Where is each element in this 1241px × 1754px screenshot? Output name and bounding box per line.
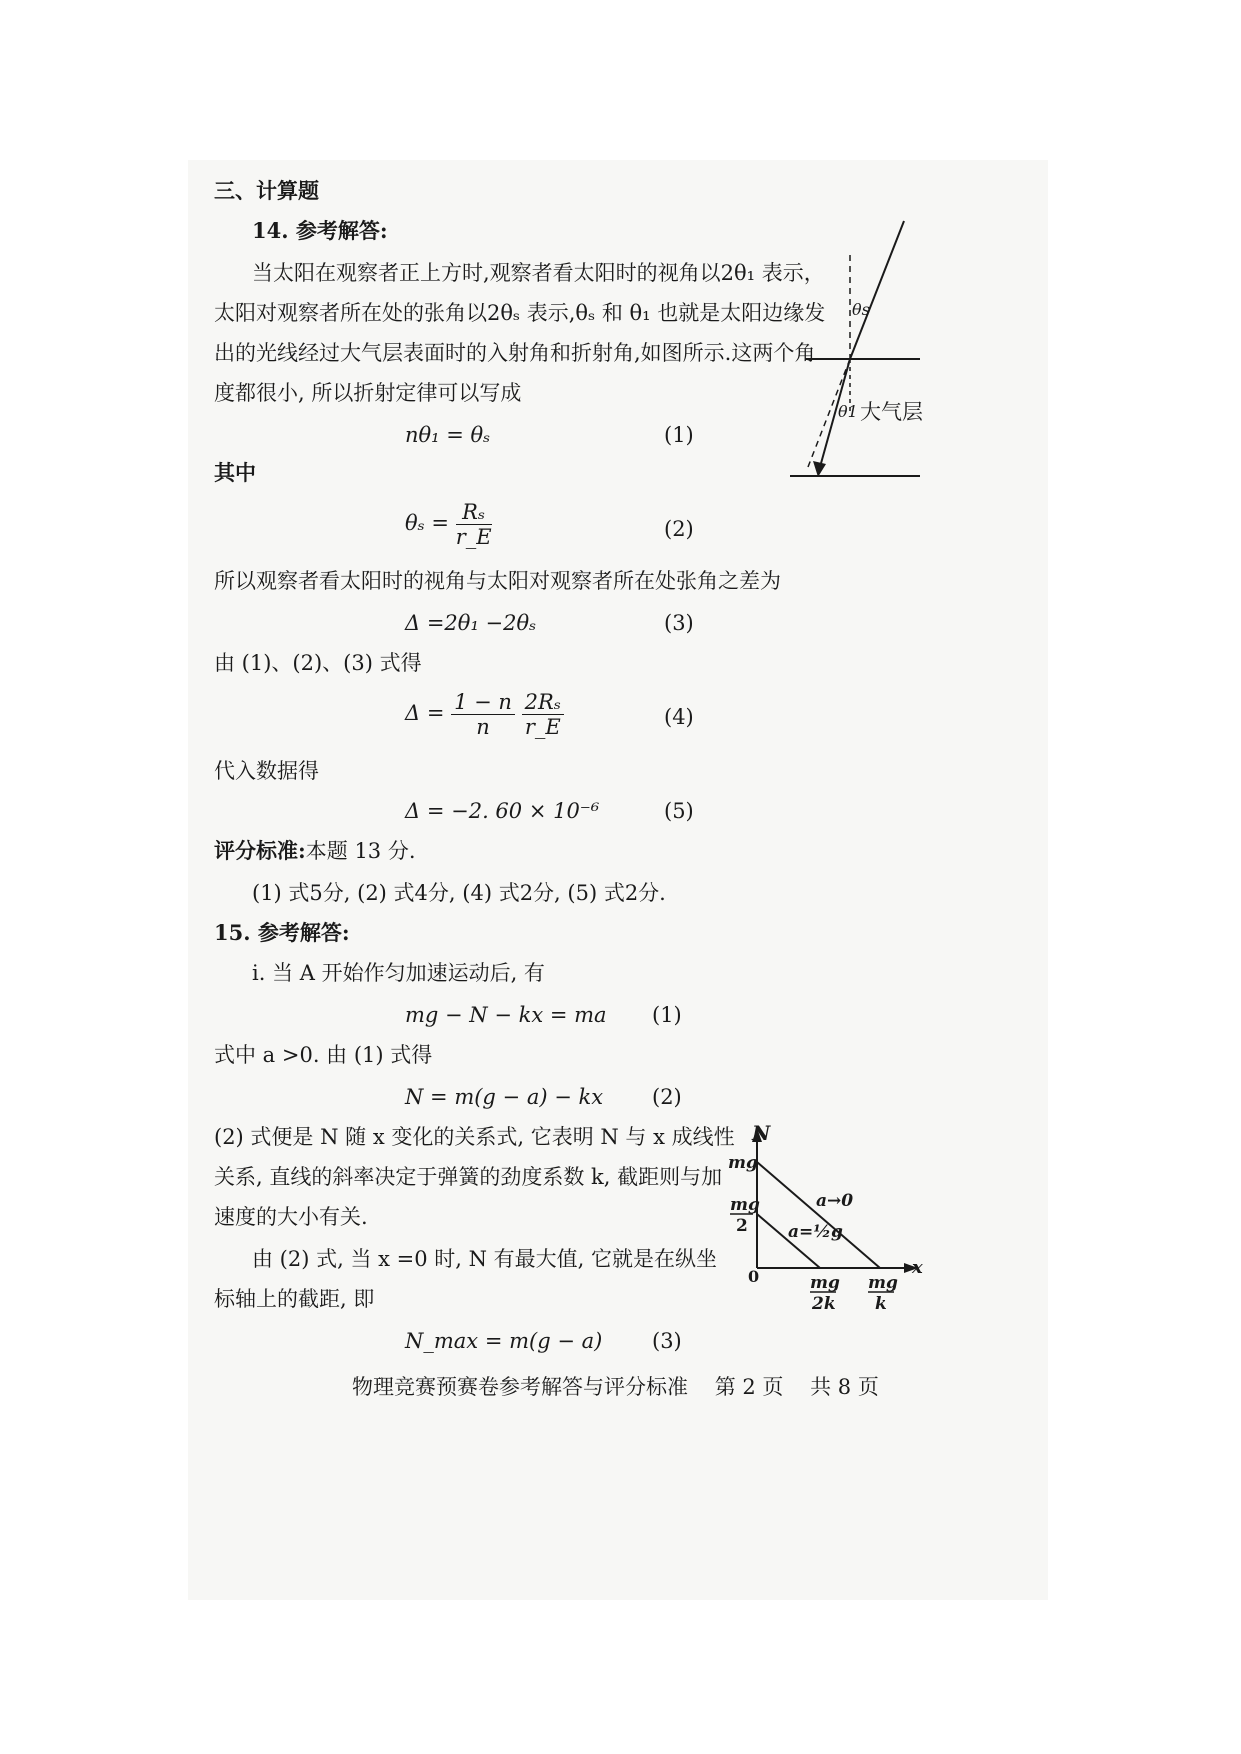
q14-eq4-frac2	[522, 690, 564, 739]
q14-para-line-3: 出的光线经过大气层表面时的入射角和折射角,如图所示.这两个角	[214, 341, 816, 365]
q15-para-line-1: (2) 式便是 N 随 x 变化的关系式, 它表明 N 与 x 成线性	[214, 1125, 735, 1149]
q14-eq4-den1: n	[476, 715, 490, 739]
q14-eq2-label: (2)	[664, 517, 694, 541]
refraction-figure	[780, 215, 930, 485]
q14-eq5-label: (5)	[664, 799, 694, 823]
q15-eq3-label: (3)	[652, 1329, 682, 1353]
q14-heading: 14. 参考解答:	[252, 218, 388, 243]
section-title: 三、计算题	[214, 178, 319, 203]
q14-score-text: 本题 13 分.	[305, 839, 416, 863]
q14-eq3-label: (3)	[664, 611, 694, 635]
x-tick-2k-den: 2k	[812, 1294, 836, 1314]
q14-line-from: 由 (1)、(2)、(3) 式得	[214, 651, 422, 675]
x-axis-label: x	[912, 1257, 923, 1278]
q14-eq5: Δ = −2. 60 × 10⁻⁶	[405, 799, 600, 823]
q14-eq2	[405, 500, 492, 549]
atmosphere-label: 大气层	[860, 400, 923, 424]
q14-eq4	[405, 690, 564, 739]
q14-score-detail: (1) 式5分, (2) 式4分, (4) 式2分, (5) 式2分.	[252, 881, 666, 905]
origin-label: 0	[748, 1267, 760, 1286]
q15-eq1-label: (1)	[652, 1003, 682, 1027]
n-x-graph	[722, 1120, 927, 1320]
x-tick-2k-num: mg	[810, 1273, 840, 1293]
q14-eq2-num: Rₛ	[456, 500, 492, 525]
q14-eq2-den: r_E	[455, 525, 492, 549]
q14-line-diff: 所以观察者看太阳时的视角与太阳对观察者所在处张角之差为	[214, 569, 781, 593]
line-a-half-g-label: a=½g	[788, 1222, 843, 1242]
q15-para2-line-1: 由 (2) 式, 当 x =0 时, N 有最大值, 它就是在纵坐	[252, 1247, 718, 1271]
q15-eq2-label: (2)	[652, 1085, 682, 1109]
q15-para-line-2: 关系, 直线的斜率决定于弹簧的劲度系数 k, 截距则与加	[214, 1165, 723, 1189]
q14-qizhong: 其中	[214, 460, 256, 485]
y-tick-half-den: 2	[736, 1216, 748, 1236]
q14-eq4-den2: r_E	[524, 715, 561, 739]
q14-eq4-frac1	[451, 690, 515, 739]
q15-para-line-3: 速度的大小有关.	[214, 1205, 368, 1229]
page-footer: 物理竞赛预赛卷参考解答与评分标准 第 2 页 共 8 页	[352, 1375, 879, 1399]
incident-ray	[850, 221, 904, 359]
q14-para-line-1: 当太阳在观察者正上方时,观察者看太阳时的视角以2θ₁ 表示，	[252, 261, 825, 285]
q14-line-sub: 代入数据得	[214, 759, 319, 783]
y-tick-mg: mg	[728, 1153, 758, 1173]
line-a-to-zero	[757, 1162, 880, 1268]
q15-i-line: i. 当 A 开始作匀加速运动后, 有	[252, 961, 545, 985]
q15-eq2: N = m(g − a) − kx	[405, 1085, 604, 1109]
q14-para-line-2: 太阳对观察者所在处的张角以2θₛ 表示,θₛ 和 θ₁ 也就是太阳边缘发	[214, 301, 826, 325]
q15-eq1: mg − N − kx = ma	[405, 1003, 607, 1027]
q14-eq3: Δ =2θ₁ −2θₛ	[405, 611, 537, 635]
q14-score	[214, 836, 416, 866]
q14-eq2-fraction	[456, 500, 492, 549]
q14-eq4-lhs: Δ =	[405, 701, 445, 725]
q15-note: 式中 a >0. 由 (1) 式得	[214, 1043, 433, 1067]
q14-score-title: 评分标准:	[214, 838, 306, 863]
x-tick-k-den: k	[875, 1294, 887, 1314]
q14-eq1: nθ₁ = θₛ	[405, 423, 491, 447]
line-a-to-zero-label: a→0	[816, 1191, 854, 1211]
theta-s-label: θs	[852, 300, 870, 319]
y-tick-half-num: mg	[730, 1195, 760, 1215]
q15-eq3: N_max = m(g − a)	[405, 1329, 603, 1353]
q15-heading: 15. 参考解答:	[214, 920, 350, 945]
ray-arrowhead	[813, 461, 826, 477]
y-axis-label: N	[752, 1121, 771, 1145]
q14-eq4-label: (4)	[664, 705, 694, 729]
q14-eq2-lhs: θₛ =	[405, 511, 449, 535]
theta-1-label: θ1	[838, 402, 858, 421]
q15-para2-line-2: 标轴上的截距, 即	[214, 1287, 375, 1311]
x-tick-k-num: mg	[868, 1273, 898, 1293]
q14-eq4-num2: 2Rₛ	[522, 690, 564, 715]
q14-para-line-4: 度都很小, 所以折射定律可以写成	[214, 381, 522, 405]
q14-eq4-num1: 1 − n	[451, 690, 515, 715]
q14-eq1-label: (1)	[664, 423, 694, 447]
